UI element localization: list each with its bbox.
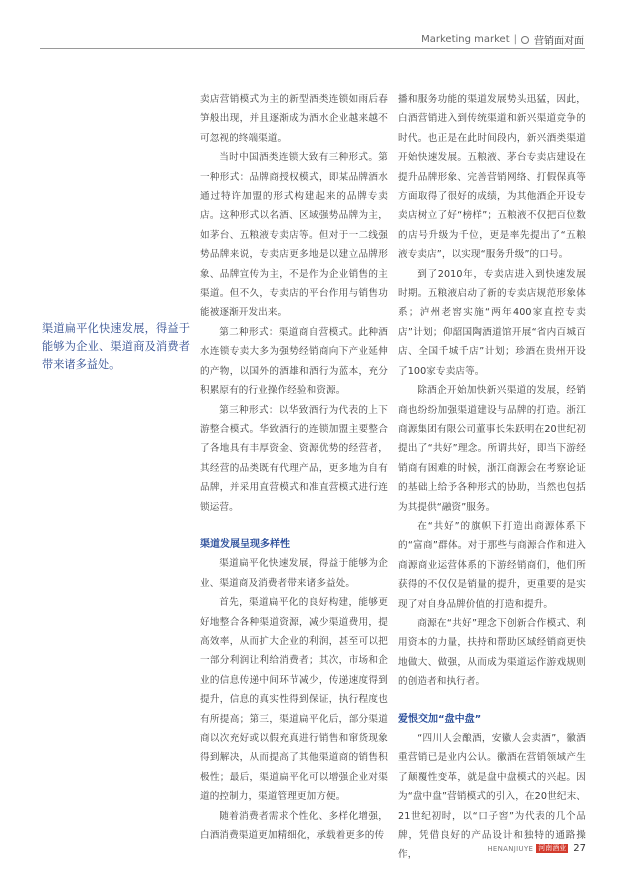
paragraph: 随着消费者需求个性化、多样化增强，白酒消费渠道更加精细化，承载着更多的传 bbox=[200, 810, 388, 842]
section-title-chinese: 营销面对面 bbox=[534, 36, 584, 47]
pull-quote: 渠道扁平化快速发展，得益于能够为企业、渠道商及消费者带来诸多益处。 bbox=[42, 322, 190, 371]
paragraph: “四川人会酿酒，安徽人会卖酒”，徽酒重营销已是业内公认。徽酒在营销领域产生了颠覆性变革，就是盘中盘模式的兴起。因为“盘中盘”营销模式的引入，在20世纪末、21世纪初时，以“口子窖”为代表的几个品牌，凭借良好的产品设计和独特的通路操作， bbox=[398, 733, 586, 861]
paragraph: 除酒企开始加快新兴渠道的发展，经销商也纷纷加强渠道建设与品牌的打造。浙江商源集团有限公司董事长朱跃明在20世纪初提出了“共好”理念。所谓共好，即当下游经销商有困难的时候，浙江商源会在考察论证的基础上给予各种形式的协助，当然也包括为其提供“融资”服务。 bbox=[398, 385, 586, 513]
paragraph: 在“共好”的旗帜下打造出商源体系下的“富商”群体。对于那些与商源合作和进入商源商业运营体系的下游经销商们，他们所获得的不仅仅是销量的提升，更重要的是实现了对自身品牌价值的打造和提升。 bbox=[398, 520, 586, 610]
paragraph: 当时中国酒类连锁大致有三种形式。第一种形式：品牌商授权模式，即某品牌酒水通过特许加盟的形式构建起来的品牌专卖店。这种形式以名酒、区域强势品牌为主，如茅台、五粮液专卖店等。但对于一二线强势品牌来说，专卖店更多地是以建立品牌形象、品牌宣传为主，不是作为企业销售的主渠道。但不久，专卖店的平台作用与销售功能被逐渐开发出来。 bbox=[200, 152, 388, 319]
section-header bbox=[421, 32, 584, 47]
magazine-badge: 河南酒业 bbox=[538, 844, 567, 852]
page-number: 27 bbox=[573, 843, 586, 854]
section-title-english: Marketing market bbox=[421, 34, 510, 45]
paragraph: 商源在“共好”理念下创新合作模式、利用资本的力量，扶持和帮助区域经销商更快地做大、做强，从而成为渠道运作游戏规则的创造者和执行者。 bbox=[398, 617, 586, 688]
paragraph: 渠道扁平化快速发展，得益于能够为企业、渠道商及消费者带来诸多益处。 bbox=[200, 558, 388, 589]
paragraph: 第二种形式：渠道商自营模式。此种酒水连锁专卖大多为强势经销商向下产业延伸的产物，以国外的酒雄和酒行为蓝本，充分积累原有的行业操作经验和资源。 bbox=[200, 326, 388, 397]
paragraph: 卖店营销模式为主的新型酒类连锁如雨后春笋般出现，并且逐渐成为酒水企业越来越不可忽视的终端渠道。 bbox=[200, 94, 388, 144]
magazine-name: HENANJIUYE bbox=[487, 844, 534, 853]
section-heading: 渠道发展呈现多样性 bbox=[200, 538, 290, 550]
header-separator: | bbox=[513, 34, 517, 45]
header-rule bbox=[40, 48, 585, 49]
paragraph: 到了2010年，专卖店进入到快速发展时期。五粮液启动了新的专卖店规范形象体系；泸州老窖实施“两年400家直控专卖店”计划；仰韶国陶酒道馆开展“省内百城百店、全国千城千店”计划；珍酒在贵州开设了100家专卖店等。 bbox=[398, 268, 586, 377]
article-column-left bbox=[200, 90, 388, 845]
paragraph: 第三种形式：以华致酒行为代表的上下游整合模式。华致酒行的连锁加盟主要整合了各地具有丰厚资金、资源优势的经营者，其经营的品类既有代理产品，更多地为自有品牌，并采用直营模式和准直营模式进行连锁运营。 bbox=[200, 404, 388, 513]
page-footer bbox=[487, 843, 586, 854]
article-column-right bbox=[398, 90, 586, 865]
circle-bullet-icon bbox=[521, 36, 529, 44]
section-heading: 爱恨交加“盘中盘” bbox=[398, 713, 482, 725]
paragraph: 播和服务功能的渠道发展势头迅猛，因此，白酒营销进入到传统渠道和新兴渠道竞争的时代。也正是在此时间段内，新兴酒类渠道开始快速发展。五粮液、茅台专卖店建设在提升品牌形象、完善营销网络、打假保真等方面取得了很好的成绩，为其他酒企开设专卖店树立了好“榜样”；五粮液不仅把百位数的店号升级为千位，更是率先提出了“五粮液专卖店”，以实现“服务升级”的口号。 bbox=[398, 94, 586, 261]
paragraph: 首先，渠道扁平化的良好构建，能够更好地整合各种渠道资源，减少渠道费用，提高效率，从而扩大企业的利润，甚至可以把一部分利润让利给消费者；其次，市场和企业的信息传递中间环节减少，传递速度得到提升，信息的真实性得到保证，执行程度也有所提高；第三，渠道扁平化后，部分渠道商以次充好或以假充真进行销售和窜货现象得到解决，从而提高了其他渠道商的销售积极性；最后，渠道扁平化可以增强企业对渠道的控制力，渠道管理更加方便。 bbox=[200, 597, 388, 803]
